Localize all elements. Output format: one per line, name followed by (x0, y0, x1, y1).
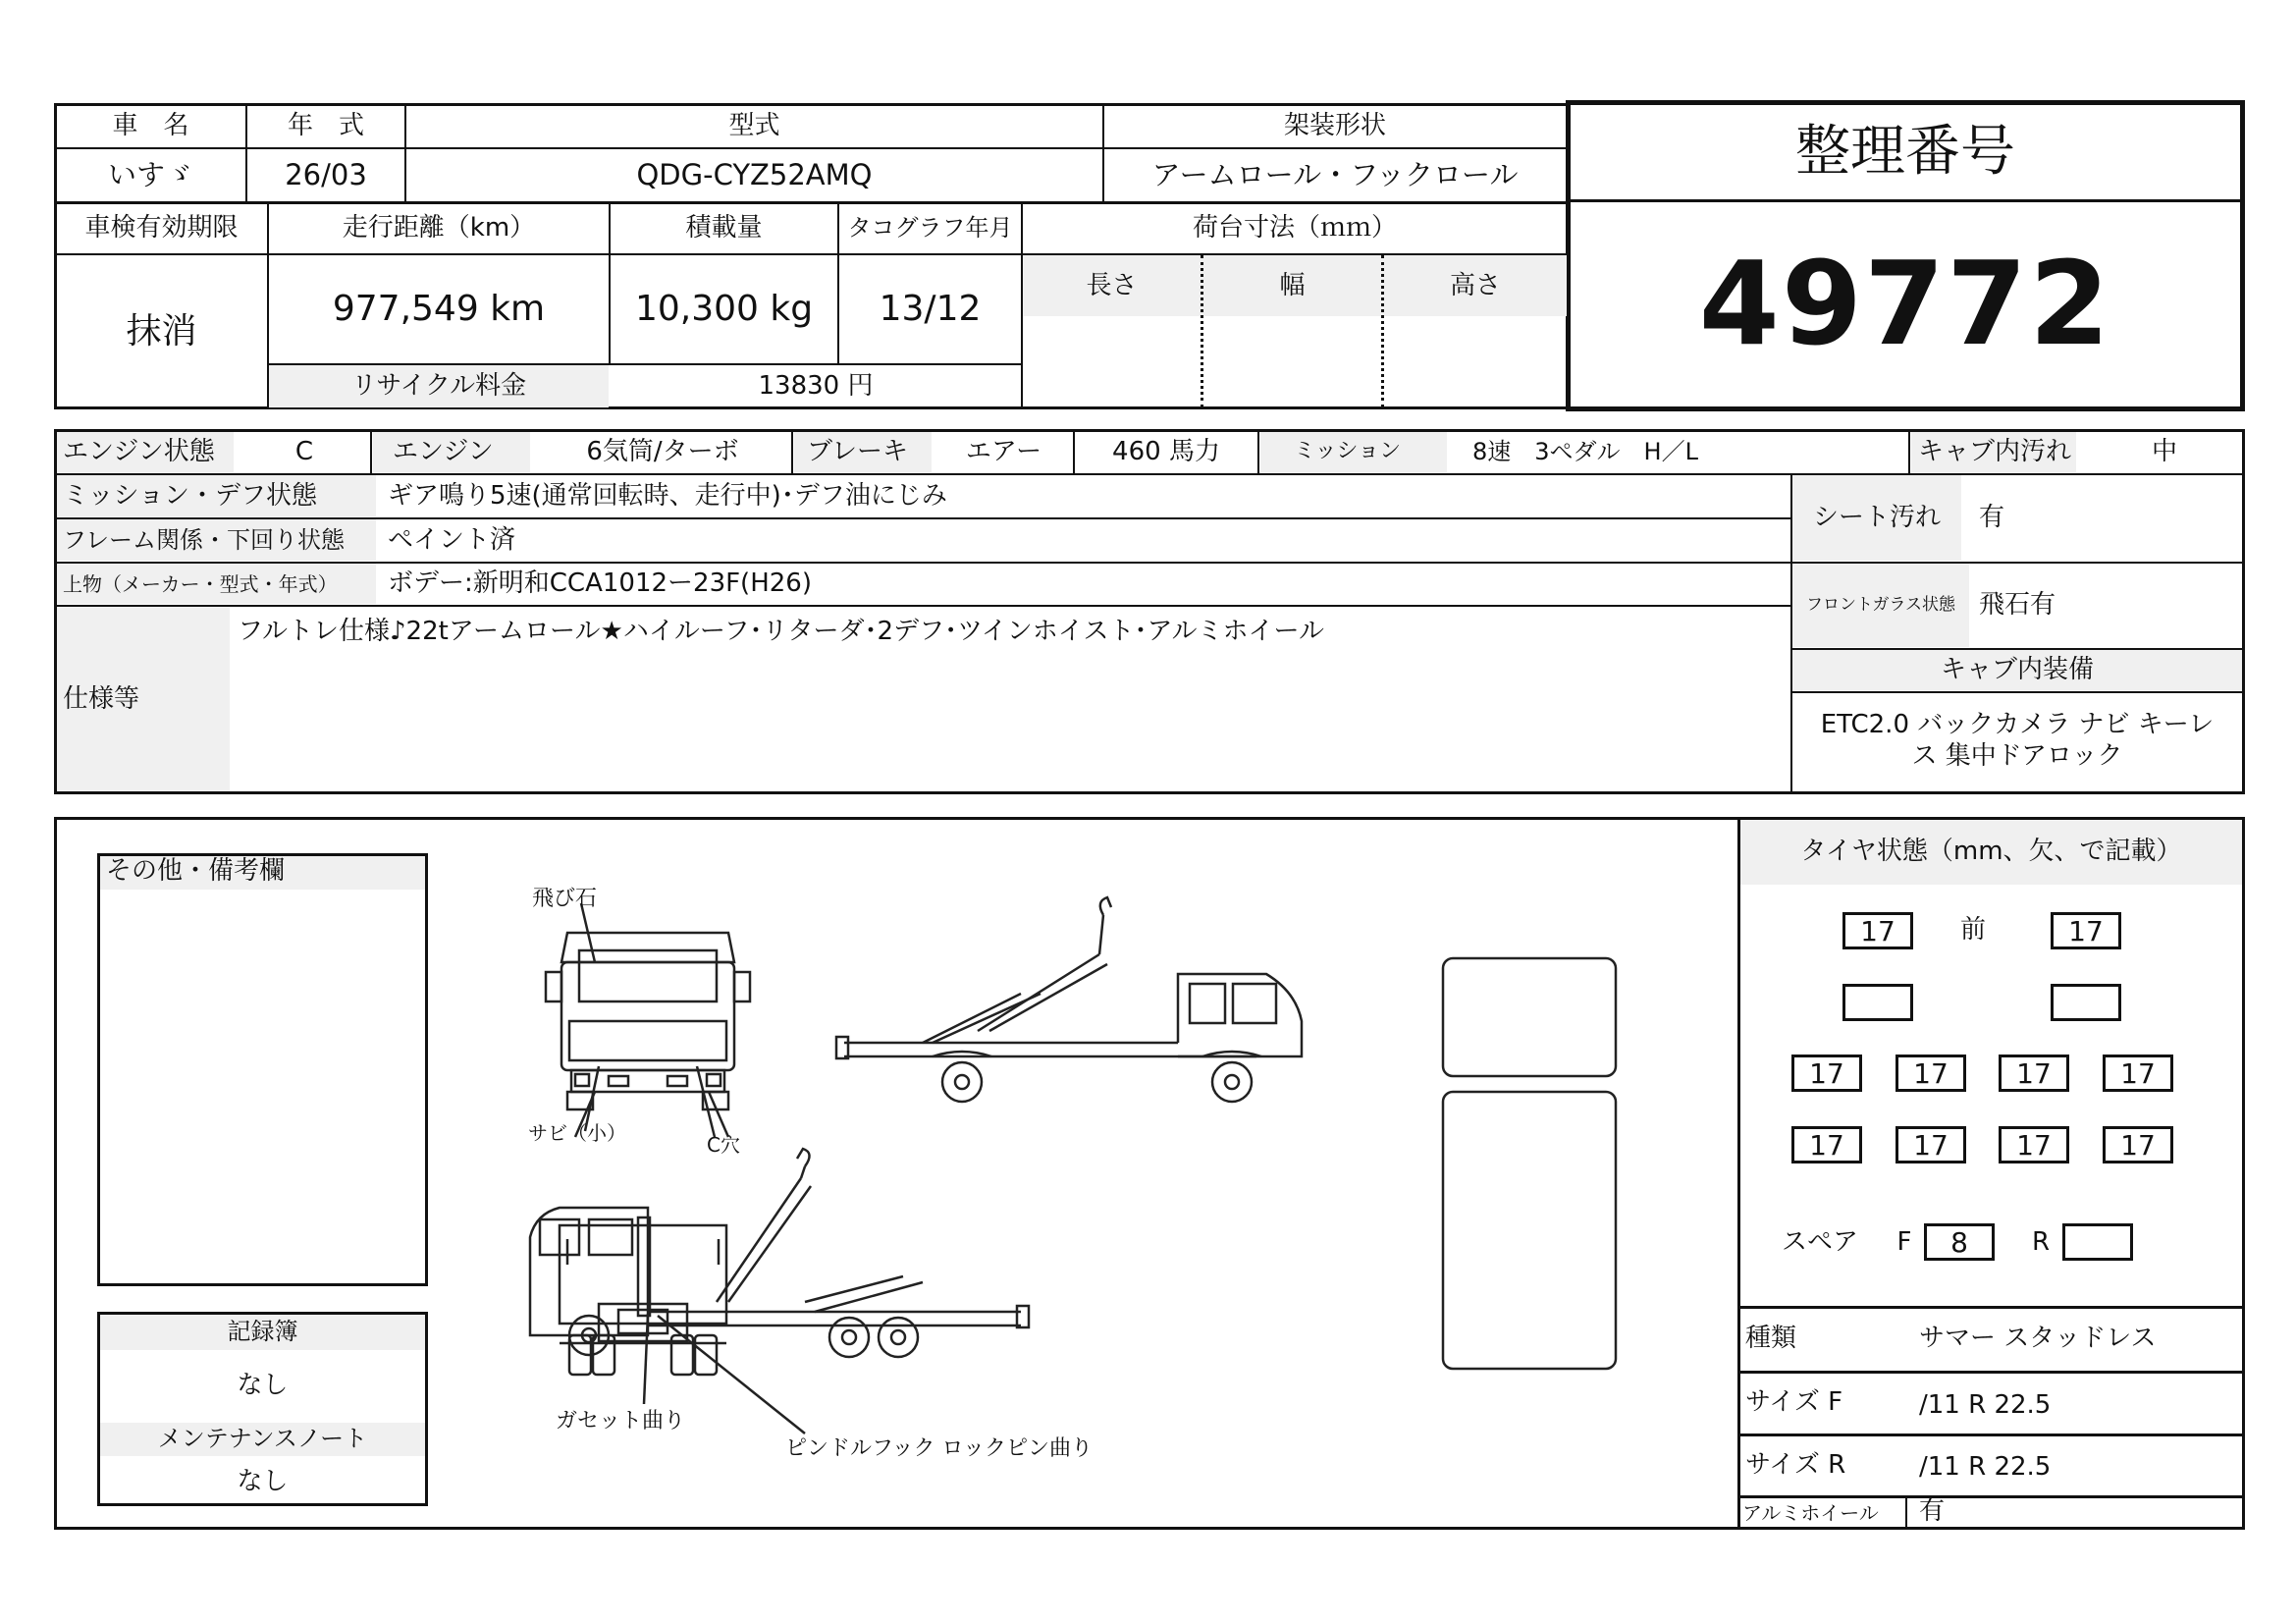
tire-rear2-2: 17 (1896, 1126, 1966, 1163)
cab-dirt-label: キャブ内汚れ (1918, 436, 2072, 466)
tacho-label: タコグラフ年月 (847, 213, 1013, 242)
tire-rear1-4: 17 (2103, 1055, 2173, 1092)
record-value: なし (237, 1371, 289, 1401)
inspection-value: 抹消 (126, 310, 197, 352)
height-label: 高さ (1449, 271, 1501, 301)
mission-value: 8速 3ペダル H／L (1472, 438, 1698, 466)
truck-front-view-icon (546, 933, 750, 1137)
year-value: 26/03 (285, 157, 367, 191)
mission-diff-label: ミッション・デフ状態 (63, 480, 317, 511)
upper-label: 上物（メーカー・型式・年式） (63, 572, 338, 596)
car-name-label: 車 名 (112, 110, 189, 140)
car-name-value: いすゞ (107, 157, 193, 191)
brake-value: エアー (965, 436, 1042, 466)
tire-front-right: 17 (2051, 912, 2121, 949)
tire-rear1-1: 17 (1791, 1055, 1862, 1092)
tire-rear2-1: 17 (1791, 1126, 1862, 1163)
truck-top-bed-icon (1443, 1092, 1616, 1369)
width-label: 幅 (1279, 271, 1306, 301)
body-type-value: アームロール・フックロール (1151, 157, 1519, 191)
mileage-label: 走行距離（km） (342, 212, 536, 243)
mission-diff-value: ギア鳴り5速(通常回転時、走行中)･デフ油にじみ (388, 480, 947, 511)
pin-annotation: ピンドルフック ロックピン曲り (785, 1436, 1094, 1461)
load-label: 積載量 (685, 212, 763, 243)
spec-label: 仕様等 (63, 683, 140, 714)
cab-equip-line2: ス 集中ドアロック (1911, 741, 2123, 772)
spare-f-value: 8 (1924, 1223, 1995, 1261)
windshield-label: フロントガラス状態 (1806, 595, 1955, 616)
hole-annotation: C穴 (707, 1133, 740, 1157)
mileage-value: 977,549 km (332, 289, 546, 330)
size-f-label: サイズ F (1745, 1387, 1843, 1418)
maint-label: メンテナンスノート (157, 1425, 368, 1453)
model-label: 型式 (728, 110, 780, 140)
length-label: 長さ (1086, 271, 1138, 301)
engine-label: エンジン (393, 436, 494, 466)
windshield-value: 飛石有 (1979, 590, 2056, 621)
cab-dirt-value: 中 (2151, 436, 2177, 466)
dims-label: 荷台寸法（ｍｍ） (1192, 212, 1397, 243)
seat-dirt-label: シート汚れ (1812, 503, 1941, 533)
tire-mid-left (1842, 984, 1913, 1021)
rust-annotation: サビ（小） (528, 1121, 626, 1145)
size-r-value: /11 R 22.5 (1919, 1452, 2052, 1483)
tire-front-left: 17 (1842, 912, 1913, 949)
maint-value: なし (237, 1467, 289, 1497)
cab-equip-line1: ETC2.0 バックカメラ ナビ キーレ (1820, 710, 2215, 740)
ref-number-label: 整理番号 (1795, 119, 2015, 184)
kind-label: 種類 (1745, 1324, 1797, 1354)
engine-value: 6気筒/ターボ (586, 436, 739, 466)
size-f-value: /11 R 22.5 (1919, 1390, 2052, 1421)
tire-front-label: 前 (1959, 915, 1986, 946)
body-type-label: 架装形状 (1283, 110, 1386, 140)
upper-value: ボデー:新明和CCA1012ー23F(H26) (388, 568, 812, 599)
gusset-annotation: ガセット曲り (556, 1409, 686, 1434)
spare-f-label: F (1896, 1227, 1912, 1258)
mission-label: ミッション (1294, 439, 1402, 464)
brake-label: ブレーキ (807, 436, 908, 466)
remarks-label: その他・備考欄 (106, 856, 286, 887)
tire-rear1-3: 17 (1999, 1055, 2069, 1092)
tire-rear1-2: 17 (1896, 1055, 1966, 1092)
tire-rear2-3: 17 (1999, 1126, 2069, 1163)
horsepower-value: 460 馬力 (1112, 436, 1220, 466)
frame-label: フレーム関係・下回り状態 (63, 526, 346, 555)
load-value: 10,300 kg (634, 289, 814, 330)
inspection-label: 車検有効期限 (84, 212, 239, 243)
spec-value: フルトレ仕様♪22tアームロール★ハイルーフ･リターダ･2デフ･ツインホイスト･アルミホイール (238, 617, 1324, 646)
kind-value: サマー スタッドレス (1919, 1324, 2157, 1354)
model-value: QDG-CYZ52AMQ (636, 157, 873, 191)
recycle-value: 13830 円 (758, 370, 874, 401)
remarks-box (97, 853, 428, 1286)
spare-r-label: R (2031, 1227, 2051, 1258)
truck-side-view-icon (836, 897, 1302, 1102)
alumi-label: アルミホイール (1742, 1501, 1879, 1525)
size-r-label: サイズ R (1745, 1450, 1846, 1481)
engine-state-value: C (294, 436, 314, 466)
tire-mid-right (2051, 984, 2121, 1021)
engine-state-label: エンジン状態 (63, 436, 215, 466)
stone-annotation: 飛び石 (532, 887, 598, 911)
truck-side-view-left-icon (530, 1149, 1029, 1357)
frame-value: ペイント済 (388, 524, 516, 555)
seat-dirt-value: 有 (1979, 503, 2005, 533)
tire-rear2-4: 17 (2103, 1126, 2173, 1163)
alumi-value: 有 (1919, 1496, 1946, 1527)
spare-label: スペア (1782, 1227, 1859, 1258)
record-label: 記録簿 (227, 1318, 298, 1346)
tire-title: タイヤ状態（mm、欠、で記載） (1800, 837, 2182, 867)
tacho-value: 13/12 (879, 289, 982, 330)
recycle-label: リサイクル料金 (350, 370, 527, 401)
truck-top-cab-icon (1443, 958, 1616, 1076)
year-label: 年 式 (287, 110, 364, 140)
ref-number-value: 49772 (1698, 236, 2112, 372)
spare-r-value (2062, 1223, 2133, 1261)
cab-equip-label: キャブ内装備 (1940, 655, 2094, 685)
